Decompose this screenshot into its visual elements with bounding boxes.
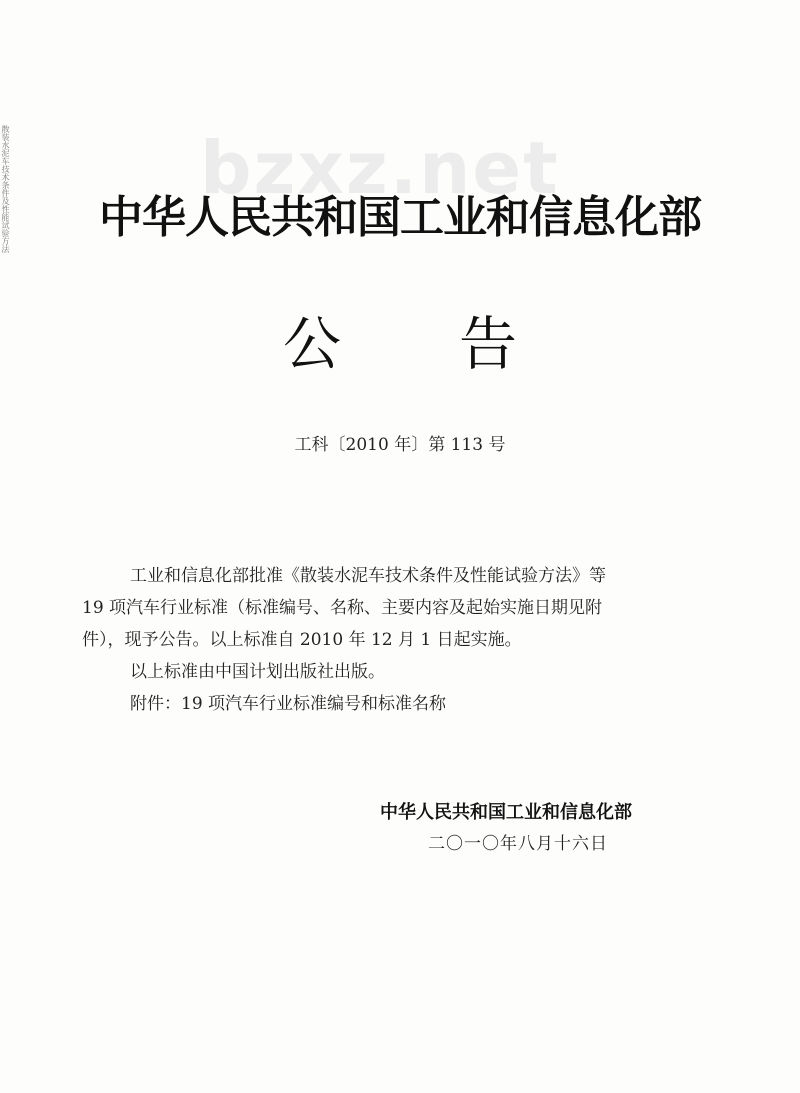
body-line-3: 件），现予公告。以上标准自 2010 年 12 月 1 日起实施。 (82, 630, 522, 650)
watermark: bzxz.net (200, 126, 560, 210)
binding-margin-text (0, 125, 12, 425)
attachment-line: 附件：19 项汽车行业标准编号和标准名称 (130, 694, 447, 714)
document-type-title: 公告 (282, 310, 635, 378)
announcement-body (82, 560, 722, 720)
publisher-paragraph: 以上标准由中国计划出版社出版。 (130, 662, 385, 682)
ministry-title: 中华人民共和国工业和信息化部 (99, 192, 701, 243)
binding-strip-text: 散装水泥车技术条件及性能试验方法 (1, 125, 10, 253)
document-number: 工科〔2010 年〕第 113 号 (294, 435, 506, 455)
signature-date: 二〇一〇年八月十六日 (428, 834, 608, 854)
body-line-2: 19 项汽车行业标准（标准编号、名称、主要内容及起始实施日期见附 (82, 598, 603, 618)
signature-organization: 中华人民共和国工业和信息化部 (380, 802, 632, 823)
body-line-1: 工业和信息化部批准《散装水泥车技术条件及性能试验方法》等 (130, 566, 606, 586)
